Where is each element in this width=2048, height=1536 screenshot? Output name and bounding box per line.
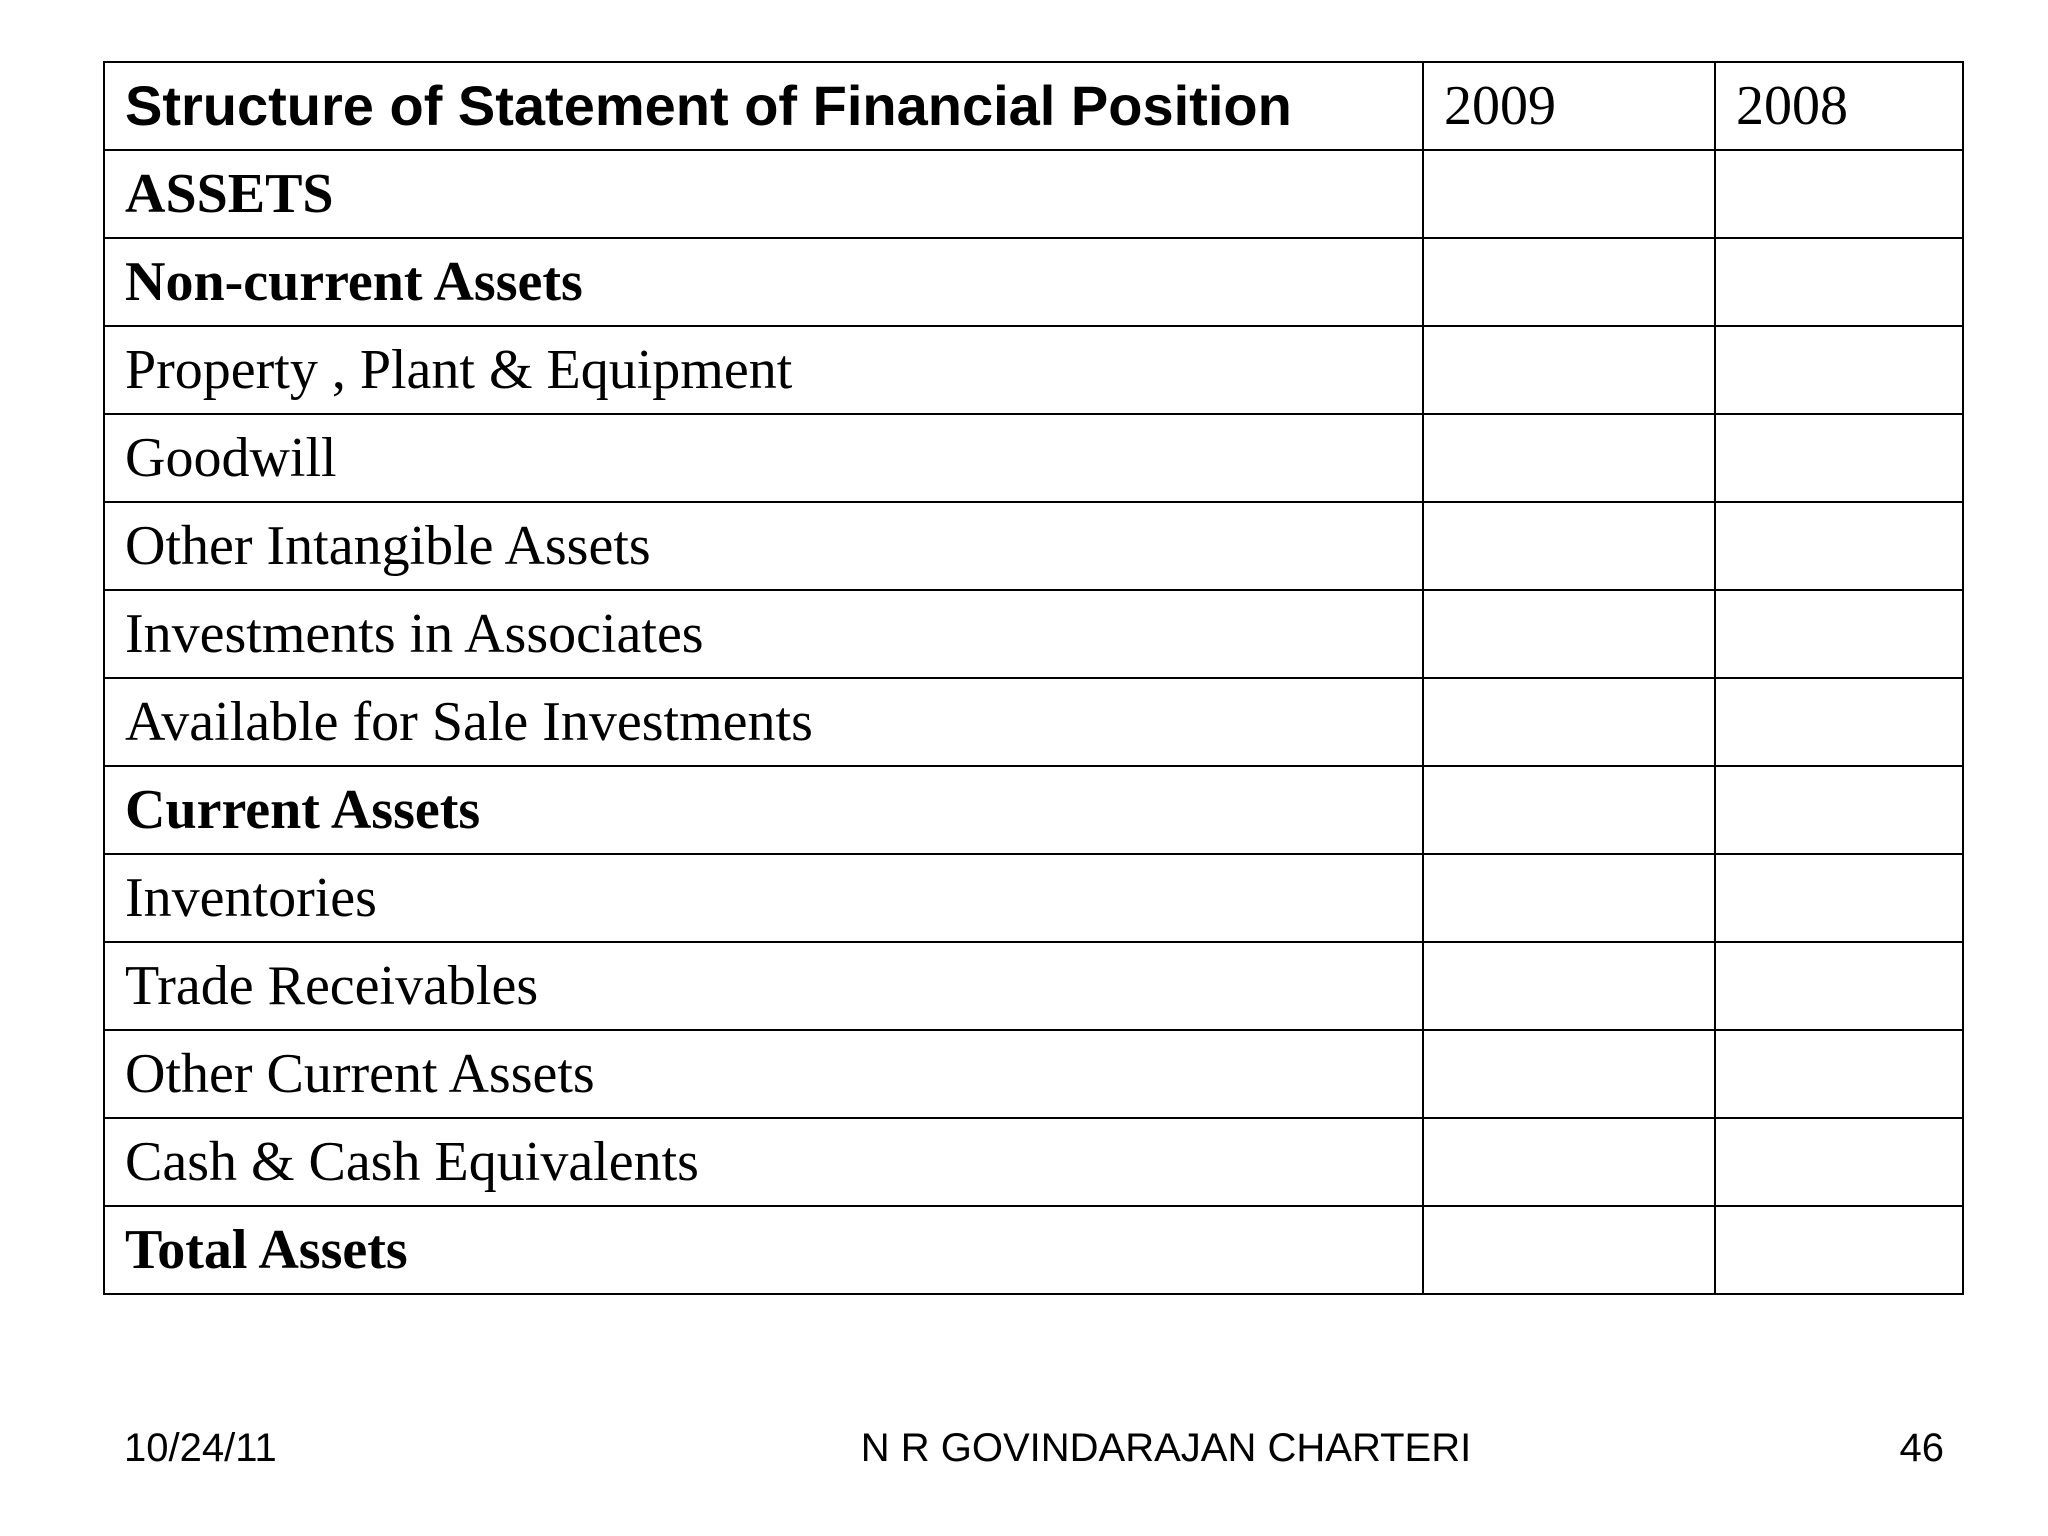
value-cell-2009 <box>1423 1118 1715 1206</box>
value-cell-2008 <box>1715 1206 1963 1294</box>
table-row <box>104 1118 1963 1206</box>
row-label: Inventories <box>104 854 1423 942</box>
table-row <box>104 854 1963 942</box>
table-row <box>104 326 1963 414</box>
row-label: Other Current Assets <box>104 1030 1423 1118</box>
row-label: Goodwill <box>104 414 1423 502</box>
table-row <box>104 942 1963 1030</box>
row-label: Total Assets <box>104 1206 1423 1294</box>
table-row <box>104 590 1963 678</box>
row-label: Trade Receivables <box>104 942 1423 1030</box>
table-row <box>104 502 1963 590</box>
value-cell-2009 <box>1423 326 1715 414</box>
value-cell-2008 <box>1715 1118 1963 1206</box>
row-label: Property , Plant & Equipment <box>104 326 1423 414</box>
value-cell-2008 <box>1715 854 1963 942</box>
value-cell-2008 <box>1715 150 1963 238</box>
table-row <box>104 766 1963 854</box>
row-label: Other Intangible Assets <box>104 502 1423 590</box>
table-body <box>104 150 1963 1294</box>
row-label: Non-current Assets <box>104 238 1423 326</box>
value-cell-2009 <box>1423 766 1715 854</box>
row-label: Current Assets <box>104 766 1423 854</box>
table-row <box>104 1206 1963 1294</box>
value-cell-2009 <box>1423 942 1715 1030</box>
value-cell-2008 <box>1715 414 1963 502</box>
value-cell-2008 <box>1715 1030 1963 1118</box>
value-cell-2008 <box>1715 942 1963 1030</box>
value-cell-2009 <box>1423 238 1715 326</box>
table-title: Structure of Statement of Financial Position <box>104 62 1423 150</box>
footer-date: 10/24/11 <box>124 1426 277 1470</box>
year-header-2009: 2009 <box>1423 62 1715 150</box>
financial-position-table <box>103 61 1964 1295</box>
value-cell-2008 <box>1715 502 1963 590</box>
value-cell-2008 <box>1715 238 1963 326</box>
table-row <box>104 414 1963 502</box>
row-label: Available for Sale Investments <box>104 678 1423 766</box>
value-cell-2008 <box>1715 678 1963 766</box>
value-cell-2009 <box>1423 1206 1715 1294</box>
value-cell-2009 <box>1423 150 1715 238</box>
year-header-2008: 2008 <box>1715 62 1963 150</box>
row-label: Investments in Associates <box>104 590 1423 678</box>
value-cell-2009 <box>1423 854 1715 942</box>
table-row <box>104 150 1963 238</box>
table-row <box>104 678 1963 766</box>
footer-author: N R GOVINDARAJAN CHARTERI <box>860 1426 1472 1470</box>
value-cell-2009 <box>1423 1030 1715 1118</box>
value-cell-2009 <box>1423 590 1715 678</box>
table-header-row <box>104 62 1963 150</box>
value-cell-2008 <box>1715 590 1963 678</box>
table-row <box>104 238 1963 326</box>
value-cell-2008 <box>1715 326 1963 414</box>
page-number: 46 <box>1899 1426 1944 1470</box>
value-cell-2009 <box>1423 414 1715 502</box>
row-label: ASSETS <box>104 150 1423 238</box>
table-row <box>104 1030 1963 1118</box>
value-cell-2008 <box>1715 766 1963 854</box>
value-cell-2009 <box>1423 678 1715 766</box>
value-cell-2009 <box>1423 502 1715 590</box>
row-label: Cash & Cash Equivalents <box>104 1118 1423 1206</box>
